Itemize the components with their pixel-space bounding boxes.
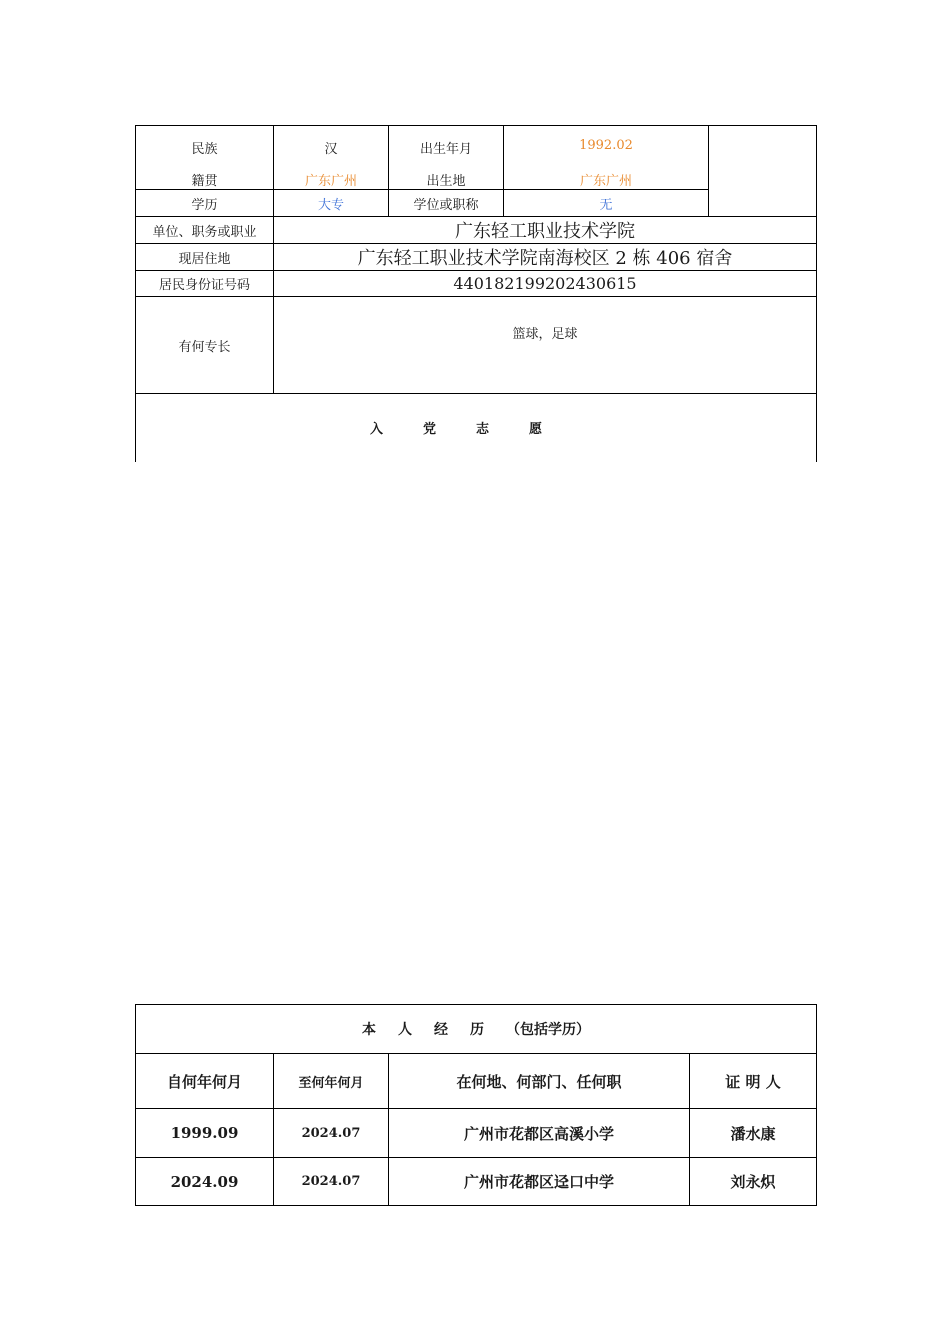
native-place-value: 广东广州	[304, 174, 357, 189]
birth-date-label: 出生年月	[419, 142, 472, 157]
row-witness: 潘水康	[690, 1109, 817, 1158]
personal-history-table	[135, 1004, 817, 1206]
table-row	[136, 1158, 817, 1206]
header-witness: 证 明 人	[690, 1054, 817, 1109]
address-label: 现居住地	[136, 244, 274, 271]
birth-value-cell	[504, 126, 709, 190]
header-to-date: 至何年何月	[274, 1054, 389, 1109]
row-to-date: 2024.07	[274, 1158, 389, 1206]
unit-value: 广东轻工职业技术学院	[274, 217, 817, 244]
specialty-value: 篮球，足球	[512, 327, 578, 342]
row-from-date: 2024.09	[136, 1158, 274, 1206]
row-place: 广州市花都区迳口中学	[389, 1158, 690, 1206]
id-number-label: 居民身份证号码	[136, 271, 274, 297]
header-place-position: 在何地、何部门、任何职	[389, 1054, 690, 1109]
specialty-value-cell	[274, 297, 817, 394]
row-to-date: 2024.07	[274, 1109, 389, 1158]
row-place: 广州市花都区高溪小学	[389, 1109, 690, 1158]
row-from-date: 1999.09	[136, 1109, 274, 1158]
personal-info-table	[135, 125, 817, 462]
ethnicity-native-value-cell	[274, 126, 389, 190]
ethnicity-label: 民族	[191, 142, 218, 157]
id-number-value: 440182199202430615	[274, 271, 817, 297]
ethnicity-value: 汉	[324, 142, 338, 157]
native-place-label: 籍贯	[191, 174, 218, 189]
education-value: 大专	[274, 190, 389, 217]
party-application-title: 入党志愿	[369, 422, 582, 438]
education-label: 学历	[136, 190, 274, 217]
ethnicity-native-label-cell	[136, 126, 274, 190]
photo-cell	[709, 126, 817, 217]
party-application-cell	[136, 394, 817, 462]
unit-label: 单位、职务或职业	[136, 217, 274, 244]
row-witness: 刘永炽	[690, 1158, 817, 1206]
address-value: 广东轻工职业技术学院南海校区 2 栋 406 宿舍	[274, 244, 817, 271]
degree-value: 无	[504, 190, 709, 217]
birth-date-value: 1992.02	[579, 138, 633, 153]
history-title: 本人经历	[362, 1022, 506, 1038]
birth-label-cell	[389, 126, 504, 190]
history-title-cell	[136, 1005, 817, 1054]
specialty-label: 有何专长	[136, 297, 274, 394]
table-row	[136, 1109, 817, 1158]
history-title-note: （包括学历）	[506, 1022, 590, 1038]
header-from-date: 自何年何月	[136, 1054, 274, 1109]
birthplace-label: 出生地	[426, 174, 466, 189]
birthplace-value: 广东广州	[579, 174, 632, 189]
degree-label: 学位或职称	[389, 190, 504, 217]
